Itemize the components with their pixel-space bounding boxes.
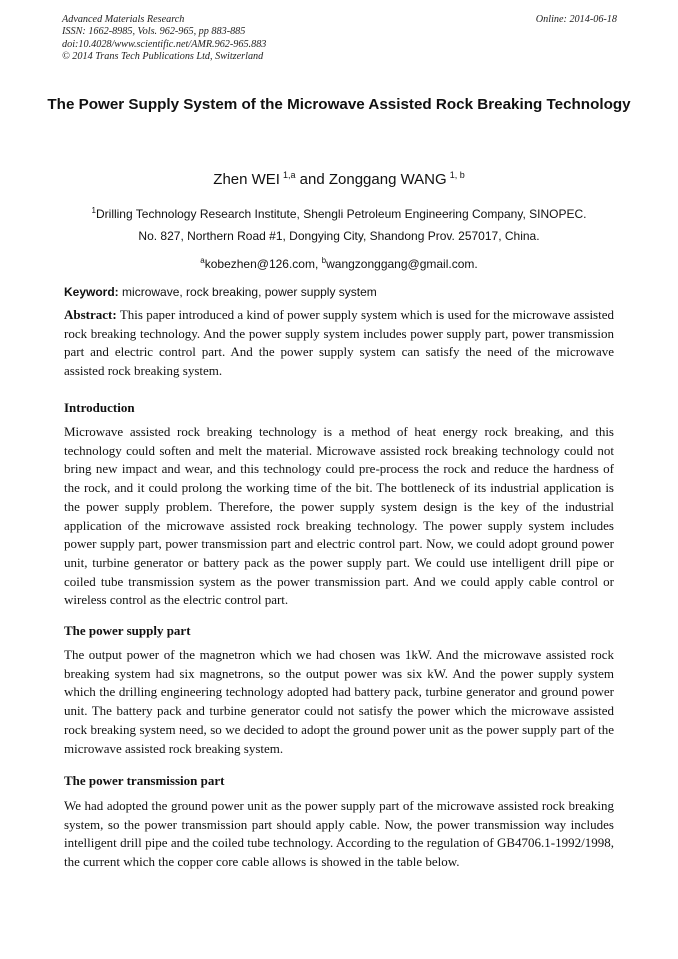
journal-header [62, 14, 617, 63]
journal-doi: doi:10.4028/www.scientific.net/AMR.962-965.883 [62, 38, 267, 50]
affiliation-sup: 1 [91, 206, 96, 215]
email-a: kobezhen@126.com, [204, 257, 319, 271]
author-line [40, 165, 638, 190]
affiliation-institute: Drilling Technology Research Institute, Shengli Petroleum Engineering Company, SINOPEC. [95, 207, 587, 221]
affiliation-line-2: No. 827, Northern Road #1, Dongying City, Shandong Prov. 257017, China. [138, 229, 540, 243]
journal-issn: ISSN: 1662-8985, Vols. 962-965, pp 883-885 [62, 26, 246, 38]
keyword-text: microwave, rock breaking, power supply system [122, 285, 377, 299]
journal-name: Advanced Materials Research [62, 14, 185, 25]
email-b-sup: b [321, 256, 327, 265]
online-date: Online: 2014-06-18 [535, 14, 617, 25]
section-heading-power-supply: The power supply part [64, 623, 191, 638]
affiliation-line-1 [40, 203, 638, 222]
keyword-line [64, 284, 614, 300]
abstract-label: Abstract: [64, 307, 117, 322]
section-body-introduction: Microwave assisted rock breaking technology is a method of heat energy rock breaking, and this technology could soften and melt the material. Microwave assisted rock breaking technology could not bring new impact and wear, and this technology could pre-process the rock and reduce the hardness of the rock, and it could prolong the working time of the bit. The bottleneck of its industrial application is the power supply problem. Therefore, the power supply system design is the key of the industrial application of the microwave assisted rock breaking technology. The power supply system includes power supply part, power transmission part and electric control part. Now, we could adopt ground power unit, turbine generator or battery pack as the power supply part. We could use intelligent drill pipe or coiled tube transmission system as the power transmission part. And we could apply cable control or wireless control as the electric control part. [64, 424, 614, 608]
abstract-text: This paper introduced a kind of power supply system which is used for the microwave assisted rock breaking technology. And the power supply system includes power supply part, power transmission part and electric control part. And the power supply system can satisfy the need of the microwave assisted rock breaking system. [64, 307, 614, 379]
abstract [64, 306, 614, 381]
section-heading-power-transmission: The power transmission part [64, 773, 225, 788]
section-body-power-supply: The output power of the magnetron which we had chosen was 1kW. And the microwave assisted rock breaking system had six magnetrons, so the output power was six kW. And the power supply system which the drilling engineering technology adopted had battery pack, turbine generator and ground power unit. The battery pack and turbine generator could not satisfy the power which the microwave assisted rock breaking system need, so we decided to adopt the ground power unit as the power supply part of the microwave assisted rock breaking system. [64, 647, 614, 756]
author-1-sup: 1,a [282, 170, 296, 180]
author-2: and Zonggang WANG [299, 171, 447, 188]
author-2-sup: 1, b [449, 170, 465, 180]
author-1: Zhen WEI [213, 171, 280, 188]
section-heading-introduction: Introduction [64, 400, 135, 415]
affiliation-emails [40, 253, 638, 272]
email-b: wangzonggang@gmail.com. [326, 257, 478, 271]
email-a-sup: a [200, 256, 205, 265]
keyword-label: Keyword: [64, 285, 119, 299]
journal-copyright: © 2014 Trans Tech Publications Ltd, Switzerland [62, 50, 264, 62]
section-body-power-transmission: We had adopted the ground power unit as the power supply part of the microwave assisted rock breaking system, so the power transmission part should apply cable. Now, the power transmission way includes intelligent drill pipe and the coiled tube technology. According to the regulation of GB4706.1-1992/1998, the current which the copper core cable allows is showed in the table below. [64, 798, 614, 870]
paper-title: The Power Supply System of the Microwave Assisted Rock Breaking Technology [47, 96, 631, 113]
